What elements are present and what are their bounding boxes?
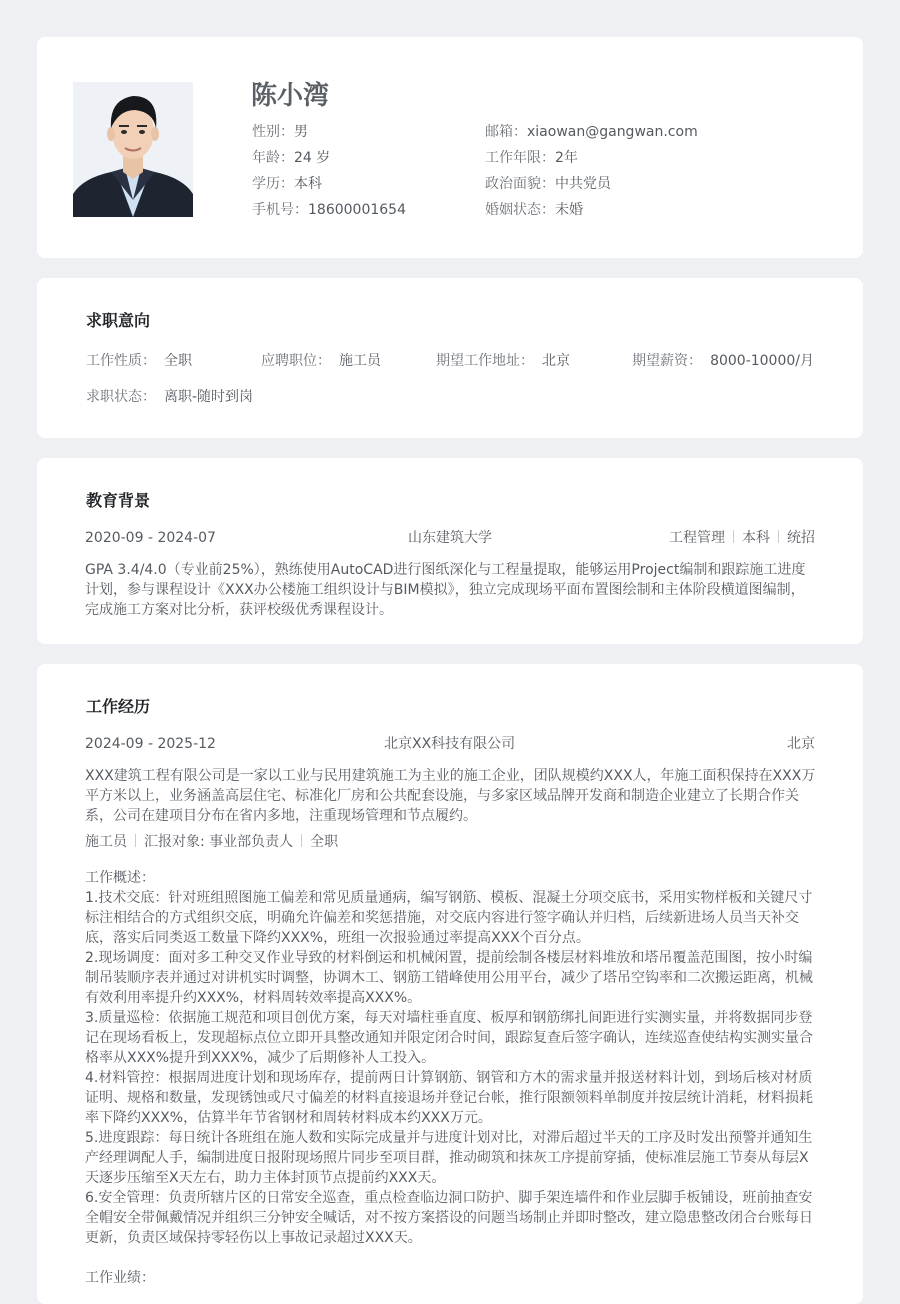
section-title: 求职意向 [86,311,151,330]
info-label: 性别： [252,124,294,140]
overview-line: 6.安全管理：负责所辖片区的日常安全巡查，重点检查临边洞口防护、脚手架连墙件和作业层脚手板铺设，班前抽查安 [85,1190,813,1206]
intent-value: 离职-随时到岗 [164,389,254,405]
intent-label: 工作性质： [86,353,156,369]
intent-value: 北京 [542,353,570,369]
info-value: 18600001654 [308,202,406,218]
info-years [485,147,578,167]
work-tags [85,832,338,852]
overview-line: 证明、规格和数量，发现锈蚀或尺寸偏差的材料直接退场并登记台帐，推行限额领料单制度并按层统计消耗，材料损耗 [85,1090,813,1106]
intent-status [86,386,253,406]
overview-line: 天逐步压缩至X天左右，助力主体封顶节点提前约XXX天。 [85,1170,446,1186]
work-period: 2024-09 - 2025-12 [85,736,216,752]
description-line: XXX建筑工程有限公司是一家以工业与民用建筑施工为主业的施工企业，团队规模约XXX人，年施工面积保持在XXX万 [85,768,816,784]
info-label: 政治面貌： [485,176,555,192]
info-age [252,147,330,167]
intent-location [436,350,570,370]
education-description [85,560,815,620]
overview-line: 产经理调配人手，编制进度日报附现场照片同步至项目群，推动砌筑和抹灰工序提前穿插，使标准层施工节奏从每层X [85,1150,809,1166]
section-title: 工作经历 [86,697,151,716]
education-tags [669,528,815,548]
achievement-label: 工作业绩： [85,1270,155,1286]
overview-line: 制吊装顺序表并通过对讲机实时调整，协调木工、钢筋工错峰使用公用平台，减少了塔吊空钩率和二次搬运距离，机械 [85,970,813,986]
intent-value: 8000-10000/月 [710,353,814,369]
overview-line: 格率从XXX%提升到XXX%，减少了后期修补人工投入。 [85,1050,436,1066]
spacer [85,1248,815,1268]
description-line: 系，公司在建项目分布在省内多地，注重现场管理和节点履约。 [85,808,477,824]
overview-line: 更新，负责区域保持零轻伤以上事故记录超过XXX天。 [85,1230,422,1246]
overview-line: 有效利用率提升约XXX%，材料周转效率提高XXX%。 [85,990,422,1006]
info-value: xiaowan@gangwan.com [527,124,698,140]
tag: 统招 [787,530,815,546]
info-label: 婚姻状态： [485,202,555,218]
overview-label: 工作概述： [85,870,155,886]
info-value: 24 岁 [294,150,331,166]
info-value: 中共党员 [555,176,611,192]
info-gender [252,121,308,141]
tag: 工程管理 [669,530,725,546]
overview-line: 5.进度跟踪：每日统计各班组在施人数和实际完成量并与进度计划对比，对滞后超过半天的工序及时发出预警并通知生 [85,1130,813,1146]
company-description [85,766,815,826]
education-period: 2020-09 - 2024-07 [85,530,216,546]
tag: 全职 [310,834,339,850]
intent-value: 施工员 [339,353,381,369]
work-location: 北京 [787,736,815,752]
overview-line: 底，落实后同类返工数量下降约XXX%，班组一次报验通过率提高XXX个百分点。 [85,930,590,946]
divider [778,530,779,543]
tag: 汇报对象: 事业部负责人 [144,834,294,850]
info-email [485,121,698,141]
info-marital [485,199,583,219]
candidate-name: 陈小湾 [251,81,330,111]
tag: 施工员 [85,834,127,850]
intent-label: 期望薪资： [632,353,703,369]
intent-card [37,278,863,438]
info-education [252,173,322,193]
overview-line: 2.现场调度：面对多工种交叉作业导致的材料倒运和机械闲置，提前绘制各楼层材料堆放和塔吊覆盖范围图，按小时编 [85,950,813,966]
intent-label: 求职状态： [86,389,156,405]
section-title: 教育背景 [86,491,151,510]
info-value: 未婚 [555,202,583,218]
work-overview [85,868,815,1288]
overview-line: 4.材料管控：根据周进度计划和现场库存，提前两日计算钢筋、钢管和方木的需求量并报送材料计划，到场后核对材质 [85,1070,813,1086]
intent-label: 应聘职位： [261,353,331,369]
overview-line: 标注相结合的方式组织交底，明确允许偏差和奖惩措施，对交底内容进行签字确认并归档，后续新进场人员当天补交 [85,910,799,926]
info-value: 本科 [294,176,322,192]
info-value: 2年 [555,150,578,166]
overview-line: 记在现场看板上，发现超标点位立即开具整改通知并限定闭合时间，跟踪复查后签字确认，连续巡查使结构实测实量合 [85,1030,813,1046]
info-label: 邮箱： [485,124,527,140]
divider [135,834,136,847]
education-card [37,458,863,644]
description-line: 完成施工方案对比分析，获评校级优秀课程设计。 [85,602,393,618]
description-line: 平方米以上，业务涵盖高层住宅、标准化厂房和公共配套设施，与多家区域品牌开发商和制造企业建立了长期合作关 [85,788,799,804]
divider [733,530,734,543]
work-card [37,664,863,1304]
description-line: GPA 3.4/4.0（专业前25%），熟练使用AutoCAD进行图纸深化与工程量提取，能够运用Project编制和跟踪施工进度 [85,562,806,578]
overview-line: 3.质量巡检：依据施工规范和项目创优方案，每天对墙柱垂直度、板厚和钢筋绑扎间距进行实测实量，并将数据同步登 [85,1010,813,1026]
overview-line: 1.技术交底：针对班组照图施工偏差和常见质量通病，编写钢筋、模板、混凝土分项交底书，采用实物样板和关键尺寸 [85,890,813,906]
intent-type [86,350,192,370]
avatar-photo [73,82,193,217]
intent-salary [632,350,814,370]
info-label: 年龄： [252,150,294,166]
education-school: 山东建筑大学 [408,530,492,546]
info-label: 学历： [252,176,294,192]
tag: 本科 [742,530,770,546]
work-company: 北京XX科技有限公司 [384,736,516,752]
info-phone [252,199,406,219]
intent-value: 全职 [164,353,192,369]
info-label: 手机号： [252,202,308,218]
info-politics [485,173,611,193]
info-label: 工作年限： [485,150,555,166]
profile-card [37,37,863,258]
info-value: 男 [294,124,308,140]
intent-position [261,350,381,370]
intent-label: 期望工作地址： [436,353,534,369]
description-line: 计划，参与课程设计《XXX办公楼施工组织设计与BIM模拟》，独立完成现场平面布置图绘制和主体阶段横道图编制， [85,582,805,598]
overview-line: 率下降约XXX%，估算半年节省钢材和周转材料成本约XXX万元。 [85,1110,492,1126]
overview-line: 全帽安全带佩戴情况并组织三分钟安全喊话，对不按方案搭设的问题当场制止并即时整改，建立隐患整改闭合台账每日 [85,1210,813,1226]
divider [301,834,302,847]
